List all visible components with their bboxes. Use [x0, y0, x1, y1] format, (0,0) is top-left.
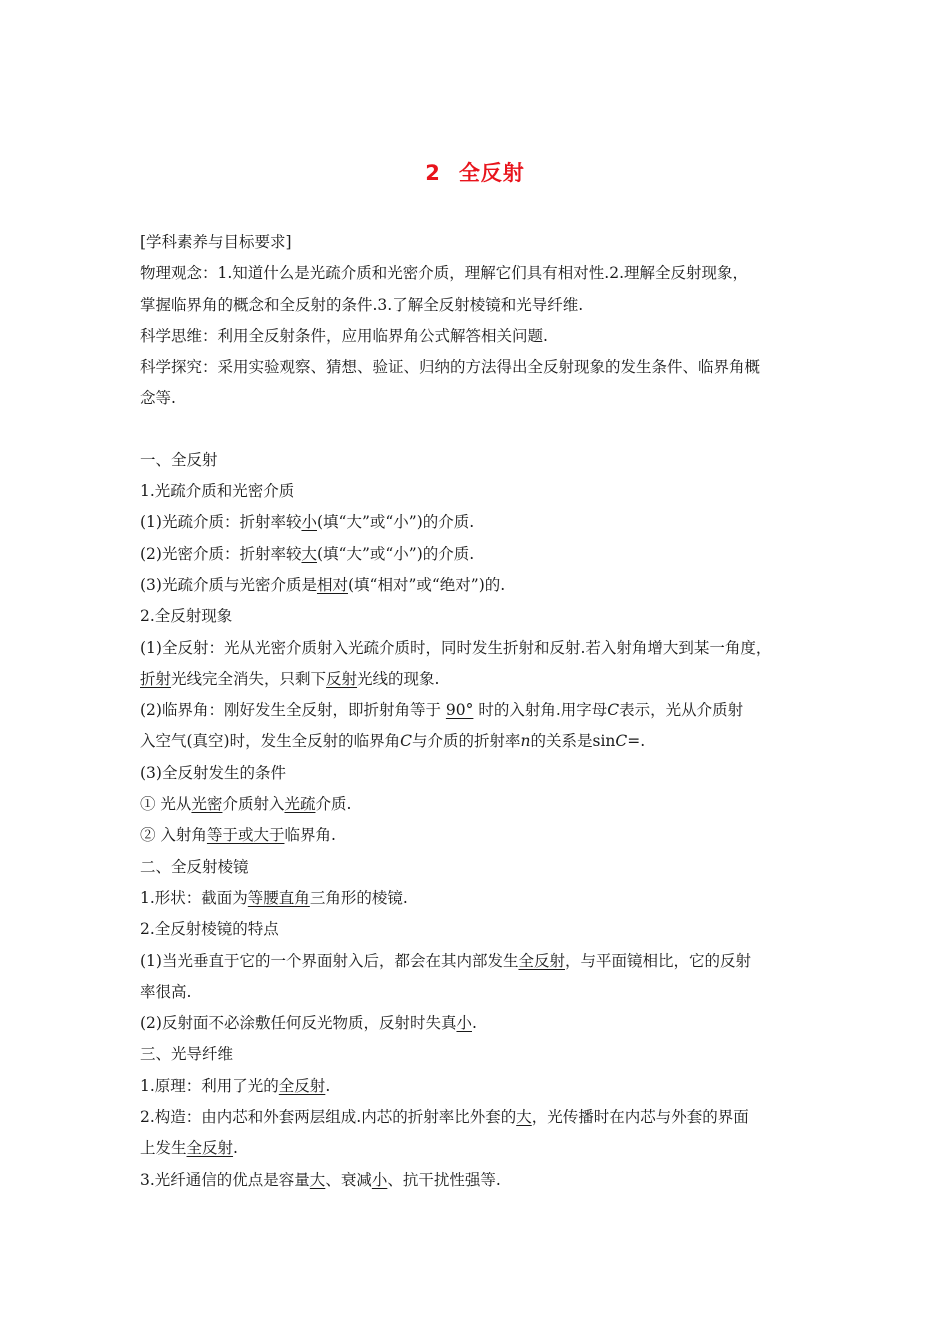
answer-blank: 相对 [316, 575, 348, 594]
section-heading: 三、光导纤维 [140, 1045, 234, 1064]
answer-blank: 90° [445, 701, 474, 720]
answer-blank: 小 [301, 513, 317, 532]
document-body [140, 227, 820, 1196]
title-text: 全反射 [458, 161, 525, 185]
answer-blank: 光疏 [284, 795, 316, 814]
text-line: (1)当光垂直于它的一个界面射入后，都会在其内部发生全反射，与平面镜相比，它的反射 [140, 951, 751, 970]
answer-blank: 全反射 [186, 1139, 234, 1158]
answer-blank: 光密 [191, 795, 223, 814]
subsection-heading: 1.光疏介质和光密介质 [140, 482, 295, 501]
text-line: (3)全反射发生的条件 [140, 763, 286, 782]
section-heading: 一、全反射 [140, 450, 218, 469]
goals-header: [学科素养与目标要求] [140, 233, 292, 251]
answer-blank: 反射 [326, 669, 358, 688]
answer-blank: 全反射 [278, 1076, 326, 1095]
subsection-heading: 2.全反射现象 [140, 607, 233, 626]
text-line: (1)全反射：光从光密介质射入光疏介质时，同时发生折射和反射.若入射角增大到某一角度， [140, 638, 772, 657]
text-line: 入空气(真空)时，发生全反射的临界角C与介质的折射率n的关系是sinC=. [140, 732, 646, 751]
text-line: 率很高. [140, 982, 192, 1001]
answer-blank: 小 [371, 1170, 388, 1189]
text-line: (2)反射面不必涂敷任何反光物质，反射时失真小. [140, 1014, 477, 1033]
text-line: 2.构造：由内芯和外套两层组成.内芯的折射率比外套的大，光传播时在内芯与外套的界面 [140, 1108, 749, 1127]
answer-blank: 小 [456, 1014, 472, 1033]
goals-line: 掌握临界角的概念和全反射的条件.3.了解全反射棱镜和光导纤维. [140, 295, 584, 314]
text-line: (2)光密介质：折射率较大(填“大”或“小”)的介质. [140, 544, 475, 563]
subsection-heading: 2.全反射棱镜的特点 [140, 920, 279, 939]
goals-line: 念等. [140, 389, 176, 408]
answer-blank: 大 [309, 1170, 326, 1189]
text-line: 3.光纤通信的优点是容量大、衰减小、抗干扰性强等. [140, 1170, 501, 1189]
text-line: 上发生全反射. [140, 1139, 238, 1158]
text-line: (1)光疏介质：折射率较小(填“大”或“小”)的介质. [140, 513, 475, 532]
goals-line: 物理观念：1.知道什么是光疏介质和光密介质，理解它们具有相对性.2.理解全反射现象， [140, 264, 749, 283]
text-line: 1.原理：利用了光的全反射. [140, 1076, 331, 1095]
section-heading: 二、全反射棱镜 [140, 857, 249, 876]
text-line: 1.形状：截面为等腰直角三角形的棱镜. [140, 888, 408, 907]
goals-line: 科学探究：采用实验观察、猜想、验证、归纳的方法得出全反射现象的发生条件、临界角概 [140, 358, 761, 377]
answer-blank: 等腰直角 [247, 888, 310, 907]
text-line: ② 入射角等于或大于临界角. [140, 826, 336, 845]
text-line: 折射光线完全消失，只剩下反射光线的现象. [140, 669, 440, 688]
answer-blank: 全反射 [518, 951, 565, 970]
page-title [0, 157, 950, 187]
goals-line: 科学思维：利用全反射条件，应用临界角公式解答相关问题. [140, 326, 548, 345]
text-line: (2)临界角：刚好发生全反射，即折射角等于 90° 时的入射角.用字母C表示，光从介质射 [140, 701, 744, 720]
answer-blank: 大 [516, 1108, 532, 1127]
answer-blank: 大 [301, 544, 317, 563]
text-line: ① 光从光密介质射入光疏介质. [140, 795, 352, 814]
title-number: 2 [425, 161, 441, 185]
answer-blank: 折射 [140, 669, 172, 688]
text-line: (3)光疏介质与光密介质是相对(填“相对”或“绝对”)的. [140, 575, 506, 594]
answer-blank: 等于或大于 [206, 826, 285, 845]
